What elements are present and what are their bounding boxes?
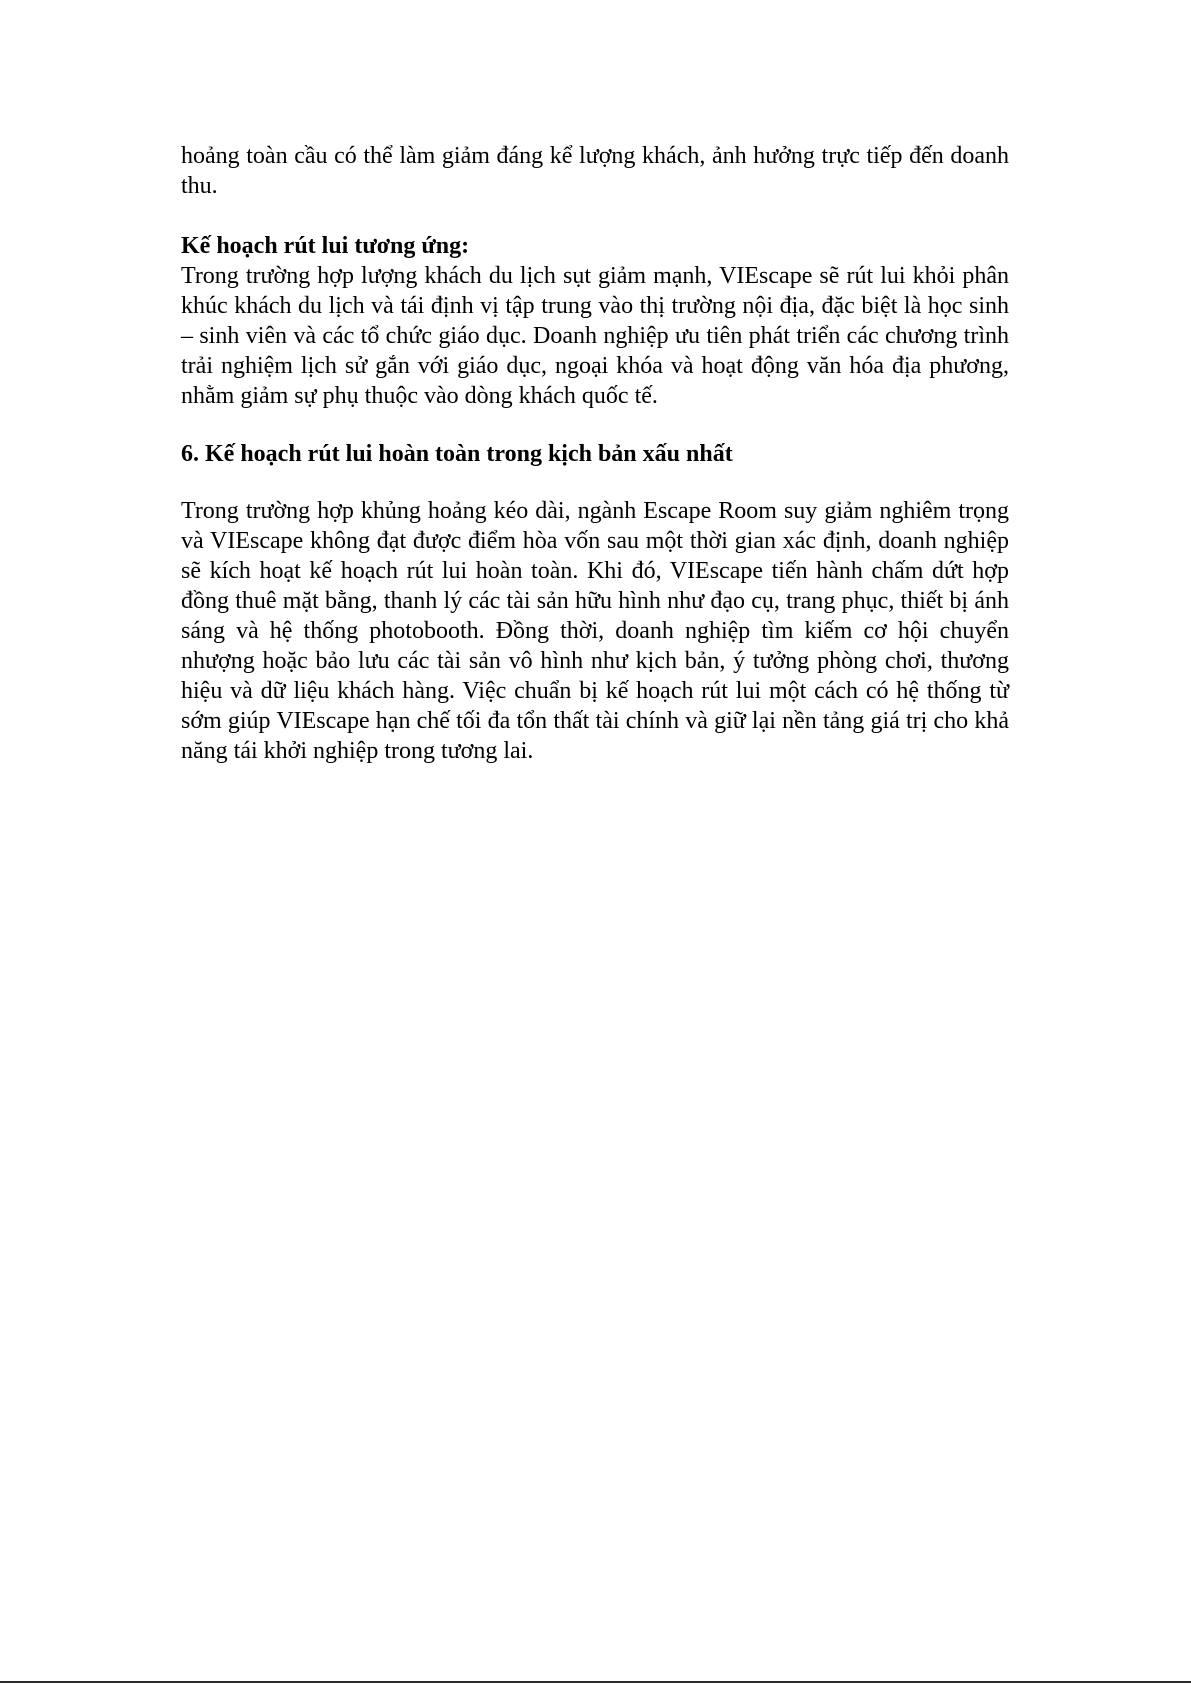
document-page xyxy=(181,141,1009,766)
exit-plan-paragraph: Trong trường hợp lượng khách du lịch sụt giảm mạnh, VIEscape sẽ rút lui khỏi phân khúc khách du lịch và tái định vị tập trung vào thị trường nội địa, đặc biệt là học sinh – sinh viên và các tổ chức giáo dục. Doanh nghiệp ưu tiên phát triển các chương trình trải nghiệm lịch sử gắn với giáo dục, ngoại khóa và hoạt động văn hóa địa phương, nhằm giảm sự phụ thuộc vào dòng khách quốc tế. xyxy=(181,263,1009,409)
exit-plan-block xyxy=(181,231,1009,411)
section-paragraph: Trong trường hợp khủng hoảng kéo dài, ngành Escape Room suy giảm nghiêm trọng và VIEscape không đạt được điểm hòa vốn sau một thời gian xác định, doanh nghiệp sẽ kích hoạt kế hoạch rút lui hoàn toàn. Khi đó, VIEscape tiến hành chấm dứt hợp đồng thuê mặt bằng, thanh lý các tài sản hữu hình như đạo cụ, trang phục, thiết bị ánh sáng và hệ thống photobooth. Đồng thời, doanh nghiệp tìm kiếm cơ hội chuyển nhượng hoặc bảo lưu các tài sản vô hình như kịch bản, ý tưởng phòng chơi, thương hiệu và dữ liệu khách hàng. Việc chuẩn bị kế hoạch rút lui một cách có hệ thống từ sớm giúp VIEscape hạn chế tối đa tổn thất tài chính và giữ lại nền tảng giá trị cho khả năng tái khởi nghiệp trong tương lai. xyxy=(181,498,1009,764)
page-bottom-divider xyxy=(0,1681,1191,1683)
section-heading: 6. Kế hoạch rút lui hoàn toàn trong kịch bản xấu nhất xyxy=(181,441,733,467)
exit-plan-heading: Kế hoạch rút lui tương ứng: xyxy=(181,233,470,259)
intro-paragraph: hoảng toàn cầu có thể làm giảm đáng kể lượng khách, ảnh hưởng trực tiếp đến doanh thu. xyxy=(181,143,1009,199)
